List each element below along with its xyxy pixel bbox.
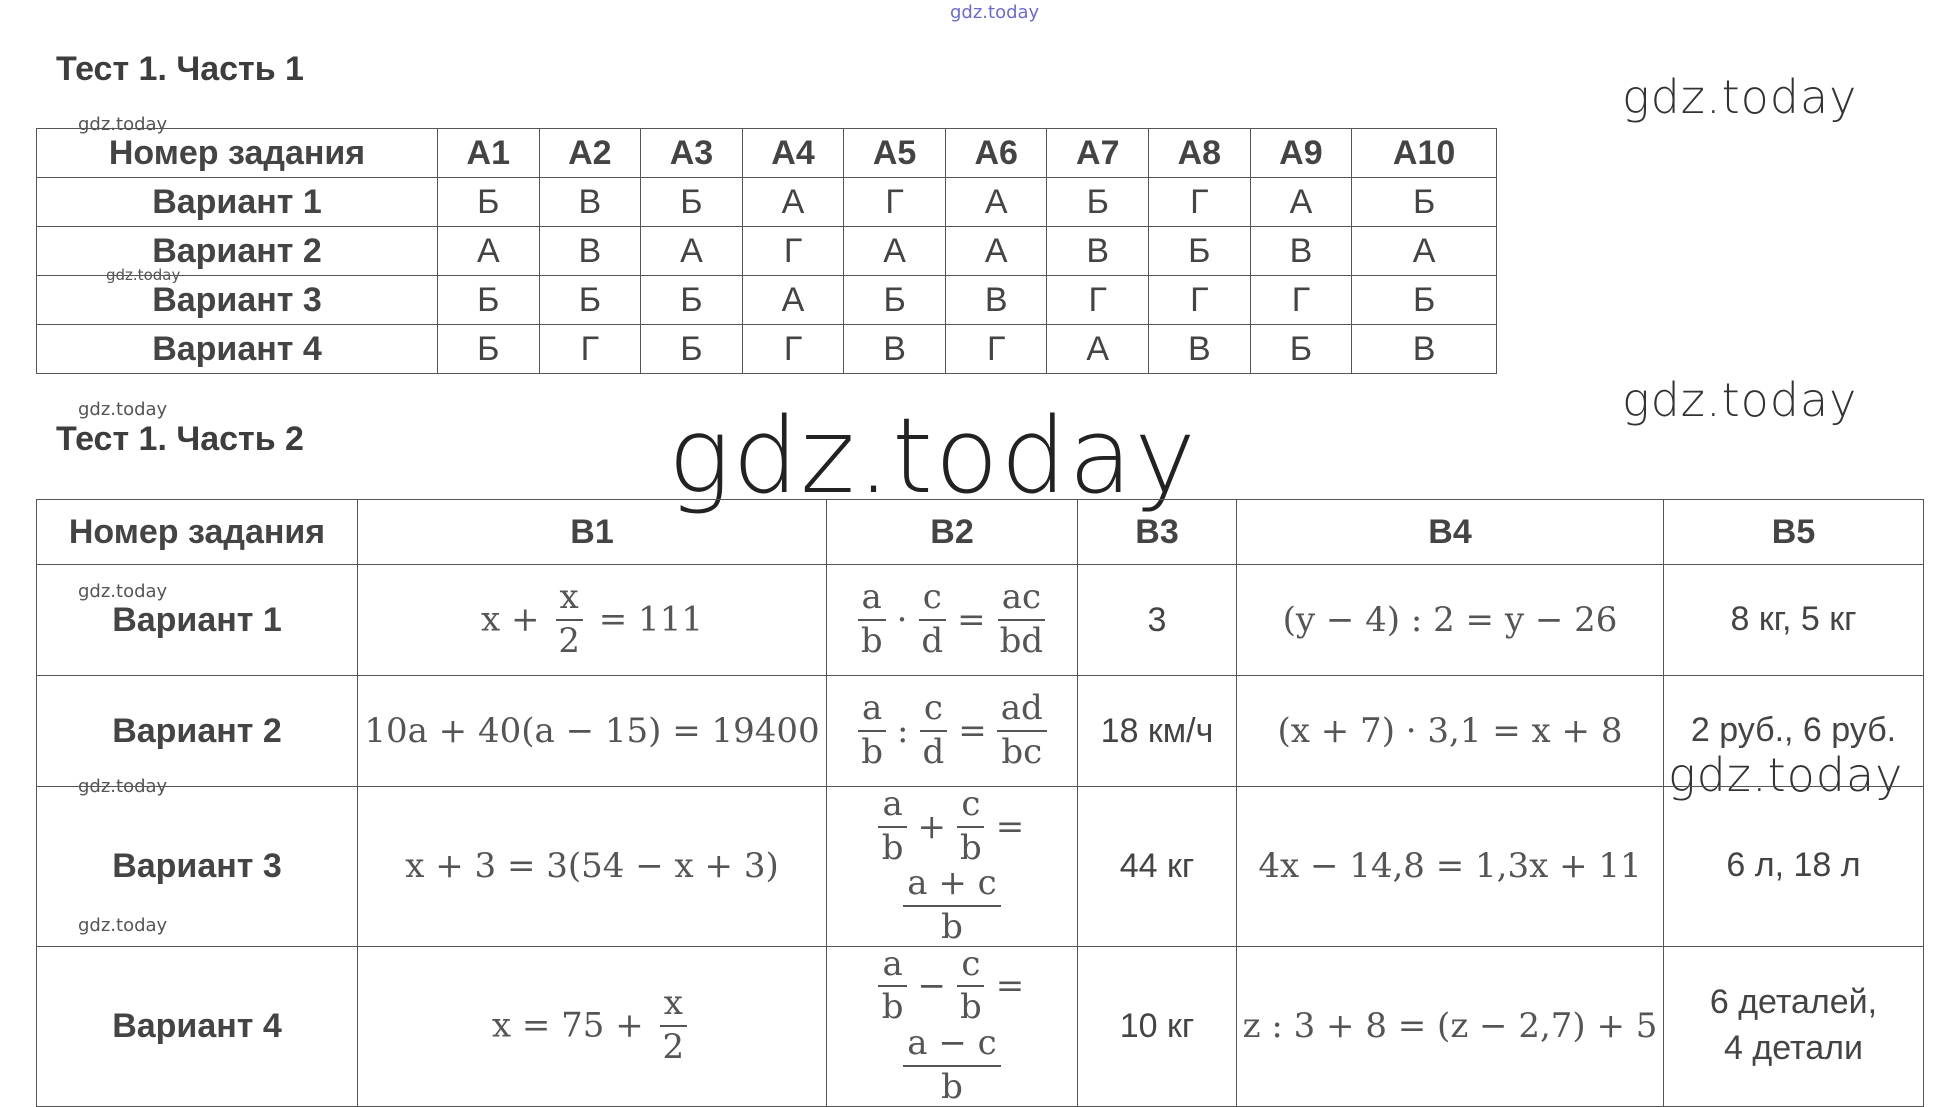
part1-answer-cell: А	[1047, 325, 1149, 374]
watermark-small-3: gdz.today	[78, 399, 168, 420]
part1-title: Тест 1. Часть 1	[56, 50, 304, 88]
part1-col-header: А1	[438, 129, 540, 178]
watermark-right-3: gdz.today	[1668, 748, 1904, 802]
part1-col-header: А10	[1352, 129, 1497, 178]
part2-col-header: В1	[358, 500, 827, 565]
fraction: $\frac{x}{2}$	[659, 986, 689, 1065]
b2-equation: $\frac{a}{b}$ + $\frac{c}{b}$ = $\frac{a + c}{b}$	[827, 787, 1078, 947]
watermark-large: gdz.today	[668, 395, 1198, 517]
part1-row-variant-4	[37, 325, 1497, 374]
b4-equation: (y − 4) : 2 = y − 26	[1237, 565, 1664, 676]
part1-answer-cell: А	[742, 276, 844, 325]
part1-answer-cell: Г	[539, 325, 641, 374]
part1-answer-cell: В	[1250, 227, 1352, 276]
part2-table	[36, 499, 1924, 1107]
part1-header-row	[37, 129, 1497, 178]
b2-equation: $\frac{a}{b}$ : $\frac{c}{d}$ = $\frac{ad}{bc}$	[827, 676, 1078, 787]
part2-col-header: В3	[1078, 500, 1237, 565]
part1-answer-cell: Г	[1149, 276, 1251, 325]
part1-row-variant-2	[37, 227, 1497, 276]
part1-row-label: Вариант 4	[37, 325, 438, 374]
part1-answer-cell: Г	[742, 325, 844, 374]
b2-equation: $\frac{a}{b}$ − $\frac{c}{b}$ = $\frac{a - c}{b}$	[827, 946, 1078, 1106]
part1-answer-cell: А	[945, 227, 1047, 276]
part1-answer-cell: А	[742, 178, 844, 227]
part1-answer-cell: В	[1149, 325, 1251, 374]
b4-equation: (x + 7) · 3,1 = x + 8	[1237, 676, 1664, 787]
part2-col-header: В4	[1237, 500, 1664, 565]
part2-col-header: В5	[1664, 500, 1924, 565]
part1-col-header: А6	[945, 129, 1047, 178]
part2-title: Тест 1. Часть 2	[56, 420, 304, 458]
part1-row-label: Вариант 2	[37, 227, 438, 276]
part2-col-header: В2	[827, 500, 1078, 565]
part1-answer-cell: Б	[438, 276, 540, 325]
part1-answer-cell: Б	[438, 325, 540, 374]
fraction: $\frac{x}{2}$	[554, 580, 584, 659]
part1-answer-cell: Б	[1047, 178, 1149, 227]
part1-col-header: А2	[539, 129, 641, 178]
b1-equation: x + $\frac{x}{2}$ = 111	[358, 565, 827, 676]
watermark-small-2: gdz.today	[106, 266, 181, 284]
b3-answer: 10 кг	[1078, 946, 1237, 1106]
part1-answer-cell: А	[844, 227, 946, 276]
part1-answer-cell: Б	[641, 178, 743, 227]
part1-answer-cell: Б	[1352, 178, 1497, 227]
part2-header-row	[37, 500, 1924, 565]
watermark-small-1: gdz.today	[78, 114, 168, 135]
part1-answer-cell: Б	[641, 276, 743, 325]
watermark-right-1: gdz.today	[1622, 70, 1858, 124]
part1-header-label: Номер задания	[37, 129, 438, 178]
part1-answer-cell: Г	[1047, 276, 1149, 325]
part1-answer-cell: Г	[1149, 178, 1251, 227]
part1-answer-cell: Г	[742, 227, 844, 276]
part2-row-variant-1	[37, 565, 1924, 676]
part2-row-variant-2	[37, 676, 1924, 787]
part1-answer-cell: В	[945, 276, 1047, 325]
part1-row-label: Вариант 3	[37, 276, 438, 325]
part2-row-label: Вариант 3	[37, 787, 358, 947]
part1-answer-cell: А	[1250, 178, 1352, 227]
b4-equation: z : 3 + 8 = (z − 2,7) + 5	[1237, 946, 1664, 1106]
b2-equation: $\frac{a}{b}$ · $\frac{c}{d}$ = $\frac{ac}{bd}$	[827, 565, 1078, 676]
part1-answer-cell: Б	[1149, 227, 1251, 276]
part1-row-variant-3	[37, 276, 1497, 325]
part1-answer-cell: А	[438, 227, 540, 276]
part1-answer-cell: В	[844, 325, 946, 374]
part2-row-variant-4	[37, 946, 1924, 1106]
part1-answer-cell: В	[539, 227, 641, 276]
watermark-top: gdz.today	[950, 2, 1040, 23]
part1-answer-cell: Б	[641, 325, 743, 374]
part1-answer-cell: В	[539, 178, 641, 227]
part1-answer-cell: Б	[1352, 276, 1497, 325]
part1-col-header: А8	[1149, 129, 1251, 178]
part2-header-label: Номер задания	[37, 500, 358, 565]
part2-row-label: Вариант 1	[37, 565, 358, 676]
part1-answer-cell: Б	[438, 178, 540, 227]
part1-row-variant-1	[37, 178, 1497, 227]
watermark-small-6: gdz.today	[78, 915, 168, 936]
part1-col-header: А7	[1047, 129, 1149, 178]
b5-answer: 2 руб., 6 руб.	[1664, 676, 1924, 787]
part1-answer-cell: Г	[1250, 276, 1352, 325]
watermark-right-2: gdz.today	[1622, 373, 1858, 427]
part1-answer-cell: Б	[539, 276, 641, 325]
part1-col-header: А5	[844, 129, 946, 178]
part1-answer-cell: А	[945, 178, 1047, 227]
b1-equation: 10a + 40(a − 15) = 19400	[358, 676, 827, 787]
b5-answer: 6 л, 18 л	[1664, 787, 1924, 947]
part1-row-label: Вариант 1	[37, 178, 438, 227]
part2-row-variant-3	[37, 787, 1924, 947]
part1-table	[36, 128, 1497, 374]
b3-answer: 18 км/ч	[1078, 676, 1237, 787]
b5-answer: 8 кг, 5 кг	[1664, 565, 1924, 676]
part2-row-label: Вариант 2	[37, 676, 358, 787]
part1-answer-cell: В	[1352, 325, 1497, 374]
part1-answer-cell: Г	[844, 178, 946, 227]
part2-row-label: Вариант 4	[37, 946, 358, 1106]
part1-answer-cell: А	[641, 227, 743, 276]
b1-equation: x = 75 + $\frac{x}{2}$	[358, 946, 827, 1106]
part1-answer-cell: В	[1047, 227, 1149, 276]
watermark-small-5: gdz.today	[78, 776, 168, 797]
part1-answer-cell: Б	[1250, 325, 1352, 374]
part1-answer-cell: Б	[844, 276, 946, 325]
b4-equation: 4x − 14,8 = 1,3x + 11	[1237, 787, 1664, 947]
part1-answer-cell: Г	[945, 325, 1047, 374]
b3-answer: 44 кг	[1078, 787, 1237, 947]
part1-col-header: А9	[1250, 129, 1352, 178]
watermark-small-4: gdz.today	[78, 581, 168, 602]
part1-answer-cell: А	[1352, 227, 1497, 276]
b1-equation: x + 3 = 3(54 − x + 3)	[358, 787, 827, 947]
part1-col-header: А4	[742, 129, 844, 178]
b5-answer: 6 деталей, 4 детали	[1664, 946, 1924, 1106]
b3-answer: 3	[1078, 565, 1237, 676]
part1-col-header: А3	[641, 129, 743, 178]
